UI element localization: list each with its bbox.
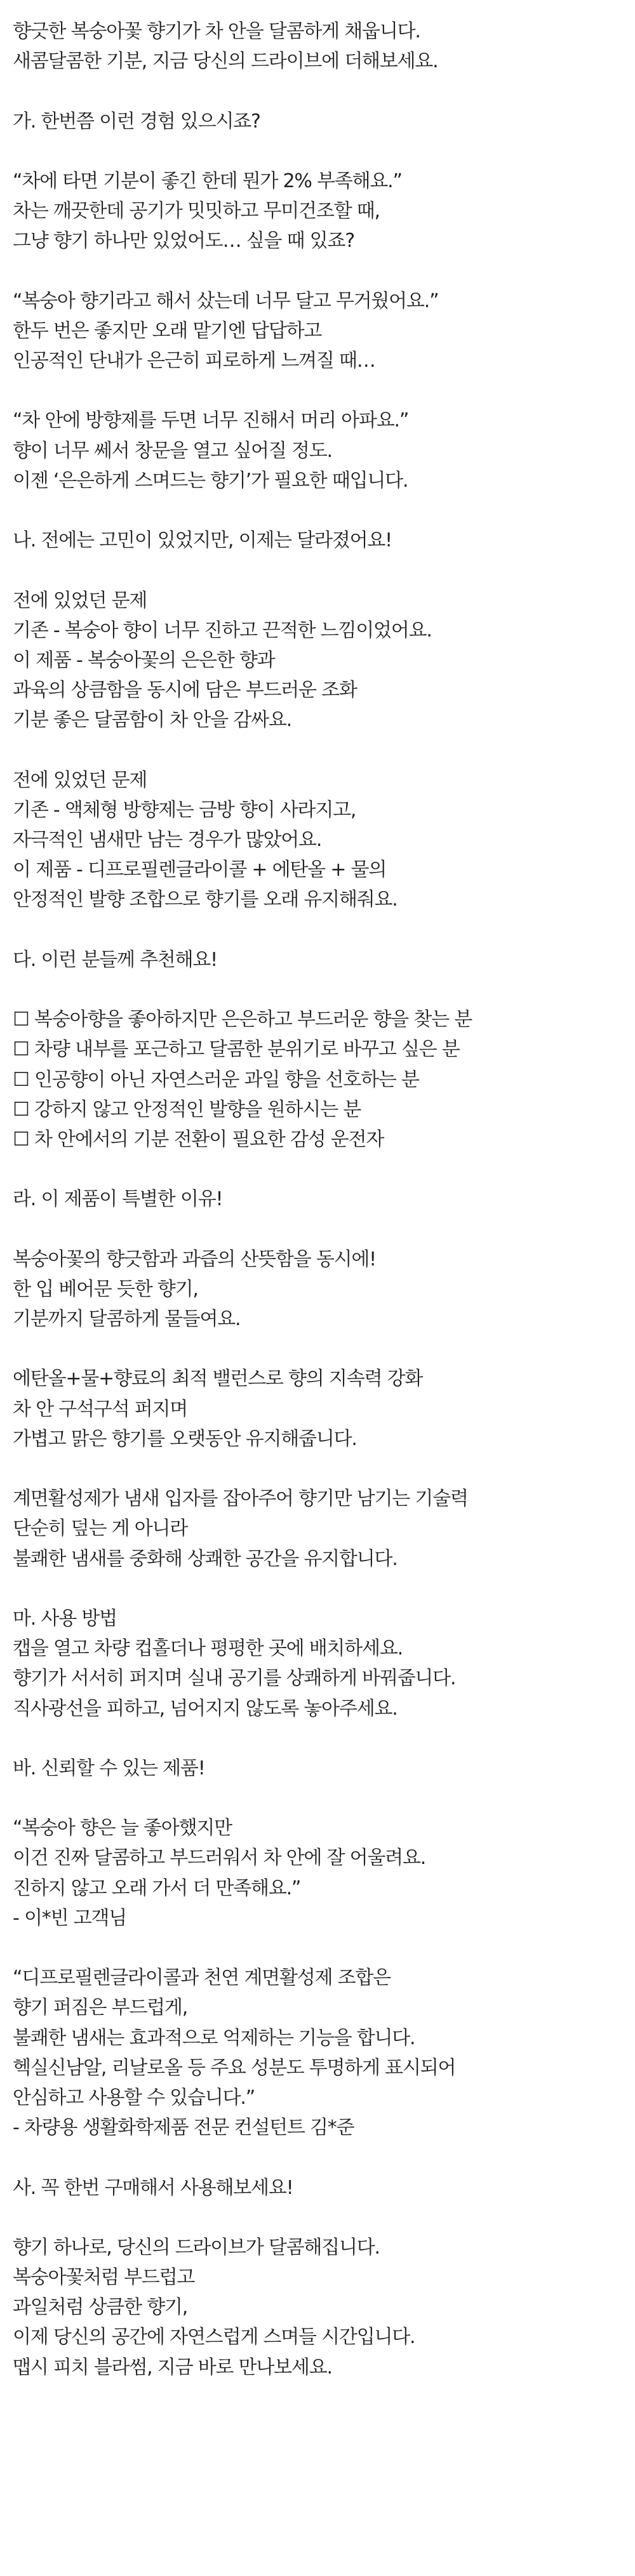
text-line: 캡을 열고 차량 컵홀더나 평평한 곳에 배치하세요. bbox=[13, 1637, 403, 1660]
text-line: 이 제품 - 복숭아꽃의 은은한 향과 bbox=[13, 649, 275, 671]
text-line: 복숭아꽃처럼 부드럽고 bbox=[13, 2266, 195, 2289]
spacer bbox=[13, 1574, 635, 1604]
checklist-item-label: 강하지 않고 안정적인 발향을 원하시는 분 bbox=[34, 1098, 361, 1121]
text-line: 기존 - 복숭아 향이 너무 진하고 끈적한 느낌이었어요. bbox=[13, 619, 432, 642]
spacer bbox=[13, 1724, 635, 1754]
checklist-item bbox=[13, 1095, 635, 1125]
text-line: 기분 좋은 달콤함이 차 안을 감싸요. bbox=[13, 709, 291, 732]
text-line: 직사광선을 피하고, 넘어지지 않도록 놓아주세요. bbox=[13, 1697, 398, 1720]
text-line: 이젠 ‘은은하게 스며드는 향기’가 필요한 때입니다. bbox=[13, 469, 408, 492]
intro-line: 새콤달콤한 기분, 지금 당신의 드라이브에 더해보세요. bbox=[13, 50, 438, 73]
spacer bbox=[13, 1454, 635, 1484]
text-line: 향이 너무 쎄서 창문을 열고 싶어질 정도. bbox=[13, 439, 332, 462]
text-line: 기존 - 액체형 방향제는 금방 향이 사라지고, bbox=[13, 798, 356, 821]
text-line: 인공적인 단내가 은근히 피로하게 느껴질 때… bbox=[13, 350, 375, 373]
text-line: 향기 하나로, 당신의 드라이브가 달콤해집니다. bbox=[13, 2236, 380, 2259]
review-line: 진하지 않고 오래 가서 더 만족해요.” bbox=[13, 1877, 301, 1899]
text-line: 한 입 베어문 듯한 향기, bbox=[13, 1278, 198, 1300]
intro-line: 향긋한 복숭아꽃 향기가 차 안을 달콤하게 채웁니다. bbox=[13, 20, 420, 43]
spacer bbox=[13, 496, 635, 525]
quote-line: “차에 타면 기분이 좋긴 한데 뭔가 2% 부족해요.” bbox=[13, 169, 402, 192]
spacer bbox=[13, 915, 635, 945]
review-line: 안심하고 사용할 수 있습니다.” bbox=[13, 2086, 255, 2109]
checklist-item bbox=[13, 1034, 635, 1064]
checkbox-icon: ☐ bbox=[13, 1098, 29, 1121]
text-line: 과육의 상큼함을 동시에 담은 부드러운 조화 bbox=[13, 679, 357, 702]
text-line: 향기가 서서히 퍼지며 실내 공기를 상쾌하게 바꿔줍니다. bbox=[13, 1667, 456, 1690]
spacer bbox=[13, 1154, 635, 1184]
quote-line: “차 안에 방향제를 두면 너무 진해서 머리 아파요.” bbox=[13, 409, 409, 432]
checkbox-icon: ☐ bbox=[13, 1128, 29, 1151]
text-line: 이제 당신의 공간에 자연스럽게 스며들 시간입니다. bbox=[13, 2326, 415, 2349]
checklist-item-label: 차량 내부를 포근하고 달콤한 분위기로 바꾸고 싶은 분 bbox=[34, 1038, 460, 1061]
checklist-item-label: 차 안에서의 기분 전환이 필요한 감성 운전자 bbox=[34, 1128, 384, 1151]
spacer bbox=[13, 76, 635, 106]
spacer bbox=[13, 256, 635, 286]
section-heading: 라. 이 제품이 특별한 이유! bbox=[13, 1188, 223, 1211]
text-line: 계면활성제가 냄새 입자를 잡아주어 향기만 남기는 기술력 bbox=[13, 1488, 468, 1510]
checkbox-icon: ☐ bbox=[13, 1068, 29, 1091]
spacer bbox=[13, 1783, 635, 1813]
text-line: 복숭아꽃의 향긋함과 과즙의 산뜻함을 동시에! bbox=[13, 1248, 376, 1271]
spacer bbox=[13, 555, 635, 585]
spacer bbox=[13, 136, 635, 166]
text-line: 단순히 덮는 게 아니라 bbox=[13, 1517, 188, 1540]
section-heading: 가. 한번쯤 이런 경험 있으시죠? bbox=[13, 110, 260, 133]
text-line: 차는 깨끗한데 공기가 밋밋하고 무미건조할 때, bbox=[13, 200, 380, 223]
section-heading: 마. 사용 방법 bbox=[13, 1607, 117, 1630]
section-na bbox=[13, 525, 635, 915]
text-line: 그냥 향기 하나만 있었어도… 싶을 때 있죠? bbox=[13, 230, 355, 253]
checklist-item-label: 복숭아향을 좋아하지만 은은하고 부드러운 향을 찾는 분 bbox=[34, 1008, 472, 1031]
section-ma bbox=[13, 1604, 635, 1724]
spacer bbox=[13, 1334, 635, 1364]
text-line: 에탄올+물+향료의 최적 밸런스로 향의 지속력 강화 bbox=[13, 1368, 423, 1390]
spacer bbox=[13, 2143, 635, 2172]
spacer bbox=[13, 1933, 635, 1963]
spacer bbox=[13, 1215, 635, 1245]
review-line: 이건 진짜 달콤하고 부드러워서 차 안에 잘 어울려요. bbox=[13, 1847, 426, 1870]
text-line: 기분까지 달콤하게 물들여요. bbox=[13, 1308, 241, 1331]
checklist-item bbox=[13, 1005, 635, 1034]
text-line: 자극적인 냄새만 남는 경우가 많았어요. bbox=[13, 829, 322, 852]
text-line: 한두 번은 좋지만 오래 맡기엔 답답하고 bbox=[13, 319, 322, 342]
spacer bbox=[13, 376, 635, 406]
review-line: 헥실신남알, 리날로올 등 주요 성분도 투명하게 표시되어 bbox=[13, 2056, 456, 2079]
review-line: “복숭아 향은 늘 좋아했지만 bbox=[13, 1817, 232, 1840]
spacer bbox=[13, 2203, 635, 2233]
text-line: 불쾌한 냄새를 중화해 상쾌한 공간을 유지합니다. bbox=[13, 1547, 398, 1570]
section-sa bbox=[13, 2173, 635, 2382]
text-line: 이 제품 - 디프로필렌글라이콜 + 에탄올 + 물의 bbox=[13, 859, 387, 882]
spacer bbox=[13, 975, 635, 1005]
section-ba bbox=[13, 1754, 635, 2143]
problem-title: 전에 있었던 문제 bbox=[13, 589, 147, 612]
spacer bbox=[13, 736, 635, 765]
review-author: - 차량용 생활화학제품 전문 컨설턴트 김*준 bbox=[13, 2117, 354, 2139]
review-line: 향기 퍼짐은 부드럽게, bbox=[13, 1997, 188, 2019]
section-heading: 다. 이런 분들께 추천해요! bbox=[13, 948, 217, 971]
section-heading: 나. 전에는 고민이 있었지만, 이제는 달라졌어요! bbox=[13, 529, 392, 552]
section-ra bbox=[13, 1184, 635, 1573]
section-da bbox=[13, 945, 635, 1154]
section-heading: 바. 신뢰할 수 있는 제품! bbox=[13, 1757, 205, 1780]
text-line: 안정적인 발향 조합으로 향기를 오래 유지해줘요. bbox=[13, 888, 398, 911]
text-line: 맵시 피치 블라썸, 지금 바로 만나보세요. bbox=[13, 2356, 332, 2379]
intro-block bbox=[13, 17, 635, 76]
text-line: 차 안 구석구석 퍼지며 bbox=[13, 1397, 188, 1420]
text-line: 가볍고 맑은 향기를 오랫동안 유지해줍니다. bbox=[13, 1427, 357, 1450]
quote-line: “복숭아 향기라고 해서 샀는데 너무 달고 무거웠어요.” bbox=[13, 289, 439, 312]
checklist-item bbox=[13, 1125, 635, 1154]
review-line: 불쾌한 냄새는 효과적으로 억제하는 기능을 합니다. bbox=[13, 2026, 415, 2049]
checklist-item bbox=[13, 1065, 635, 1095]
problem-title: 전에 있었던 문제 bbox=[13, 769, 147, 791]
review-author: - 이*빈 고객님 bbox=[13, 1906, 126, 1929]
section-heading: 사. 꼭 한번 구매해서 사용해보세요! bbox=[13, 2176, 293, 2199]
section-ga bbox=[13, 107, 635, 496]
checklist-item-label: 인공향이 아닌 자연스러운 과일 향을 선호하는 분 bbox=[34, 1068, 419, 1091]
checkbox-icon: ☐ bbox=[13, 1038, 29, 1061]
checkbox-icon: ☐ bbox=[13, 1008, 29, 1031]
review-line: “디프로필렌글라이콜과 천연 계면활성제 조합은 bbox=[13, 1967, 391, 1990]
text-line: 과일처럼 상큼한 향기, bbox=[13, 2296, 188, 2319]
